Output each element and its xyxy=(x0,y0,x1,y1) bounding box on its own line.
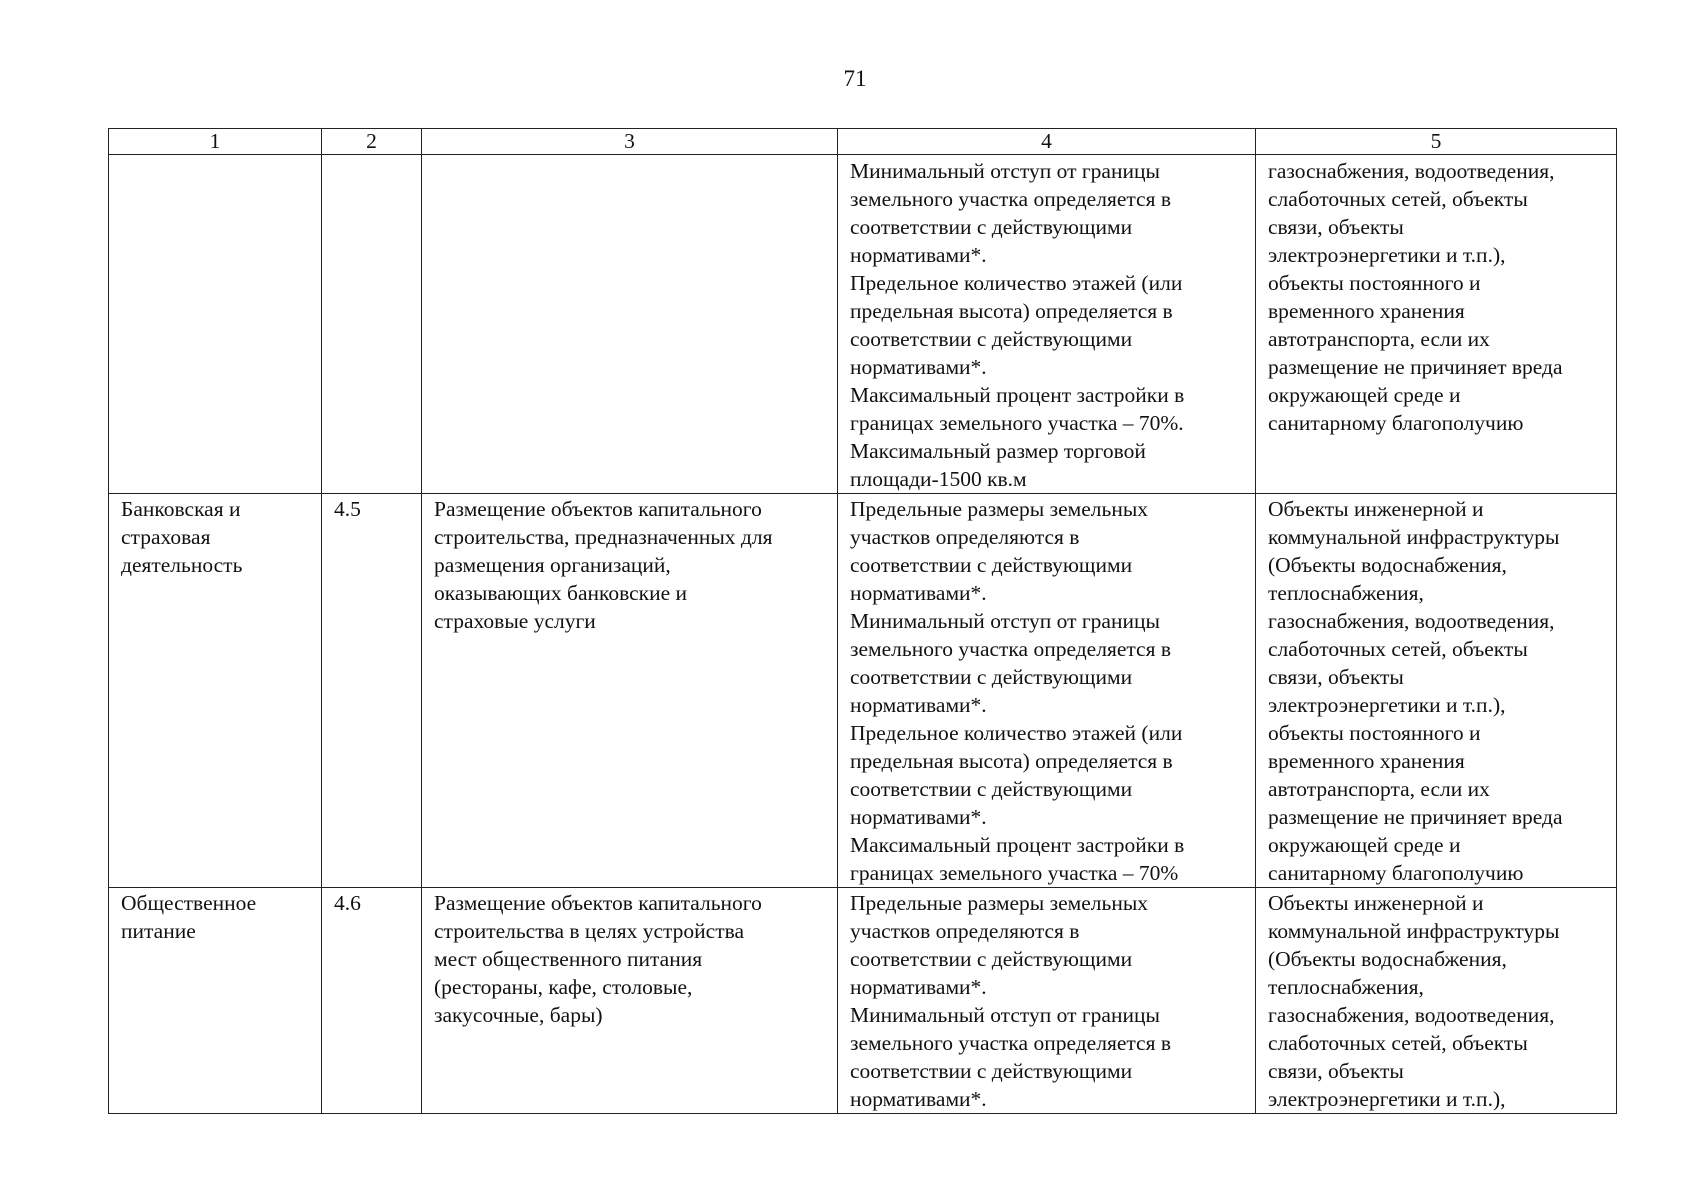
column-header-2: 2 xyxy=(322,129,422,155)
column-header-5: 5 xyxy=(1256,129,1617,155)
cell-text: Объекты инженерной и коммунальной инфраструктуры (Объекты водоснабжения, теплоснабжения, газоснабжения, водоотведения, слаботочных сетей, объекты связи, объекты электроэнергетики и т.п.), объекты постоянного и временного хранения автотранспорта, если их размещение не причиняет вреда окружающей среде и санитарному благополучию xyxy=(1268,497,1563,885)
column-header-4: 4 xyxy=(838,129,1256,155)
cell-parameters xyxy=(838,888,1256,1114)
table-header-row xyxy=(109,129,1617,155)
column-header-3: 3 xyxy=(422,129,838,155)
cell-parameters xyxy=(838,494,1256,888)
column-header-1: 1 xyxy=(109,129,322,155)
cell-text: Банковская и страховая деятельность xyxy=(121,497,243,577)
zoning-table xyxy=(108,128,1617,1114)
cell-use-code xyxy=(322,155,422,494)
cell-text: Предельные размеры земельных участков определяются в соответствии с действующими нормативами*. Минимальный отступ от границы земельного участка определяется в соответствии с действующими нормативами*. xyxy=(850,891,1171,1111)
cell-use-name xyxy=(109,155,322,494)
cell-text: Размещение объектов капитального строительства в целях устройства мест общественного питания (рестораны, кафе, столовые, закусочные, бары) xyxy=(434,891,762,1027)
table-row xyxy=(109,888,1617,1114)
page-number: 71 xyxy=(843,66,867,91)
cell-use-description xyxy=(422,888,838,1114)
cell-auxiliary-uses xyxy=(1256,494,1617,888)
table-row xyxy=(109,494,1617,888)
cell-text: газоснабжения, водоотведения, слаботочных сетей, объекты связи, объекты электроэнергетики и т.п.), объекты постоянного и временного хранения автотранспорта, если их размещение не причиняет вреда окружающей среде и санитарному благополучию xyxy=(1268,159,1563,435)
cell-use-code xyxy=(322,494,422,888)
cell-text: 4.6 xyxy=(334,891,361,915)
cell-use-description xyxy=(422,494,838,888)
cell-text: Предельные размеры земельных участков определяются в соответствии с действующими нормативами*. Минимальный отступ от границы земельного участка определяется в соответствии с действующими нормативами*. Предельное количество этажей (или предельная высота) определяется в соответствии с действующими нормативами*. Максимальный процент застройки в границах земельного участка – 70% xyxy=(850,497,1185,885)
cell-text: 4.5 xyxy=(334,497,361,521)
cell-text: Размещение объектов капитального строительства, предназначенных для размещения организаций, оказывающих банковские и страховые услуги xyxy=(434,497,773,633)
cell-parameters xyxy=(838,155,1256,494)
cell-text: Общественное питание xyxy=(121,891,257,943)
cell-auxiliary-uses xyxy=(1256,888,1617,1114)
table-row xyxy=(109,155,1617,494)
cell-text: Объекты инженерной и коммунальной инфраструктуры (Объекты водоснабжения, теплоснабжения, газоснабжения, водоотведения, слаботочных сетей, объекты связи, объекты электроэнергетики и т.п.), xyxy=(1268,891,1560,1111)
cell-use-name xyxy=(109,494,322,888)
cell-use-name xyxy=(109,888,322,1114)
cell-text: Минимальный отступ от границы земельного участка определяется в соответствии с действующими нормативами*. Предельное количество этажей (или предельная высота) определяется в соответствии с действующими нормативами*. Максимальный процент застройки в границах земельного участка – 70%. Максимальный размер торговой площади-1500 кв.м xyxy=(850,159,1185,491)
cell-use-description xyxy=(422,155,838,494)
cell-use-code xyxy=(322,888,422,1114)
cell-auxiliary-uses xyxy=(1256,155,1617,494)
